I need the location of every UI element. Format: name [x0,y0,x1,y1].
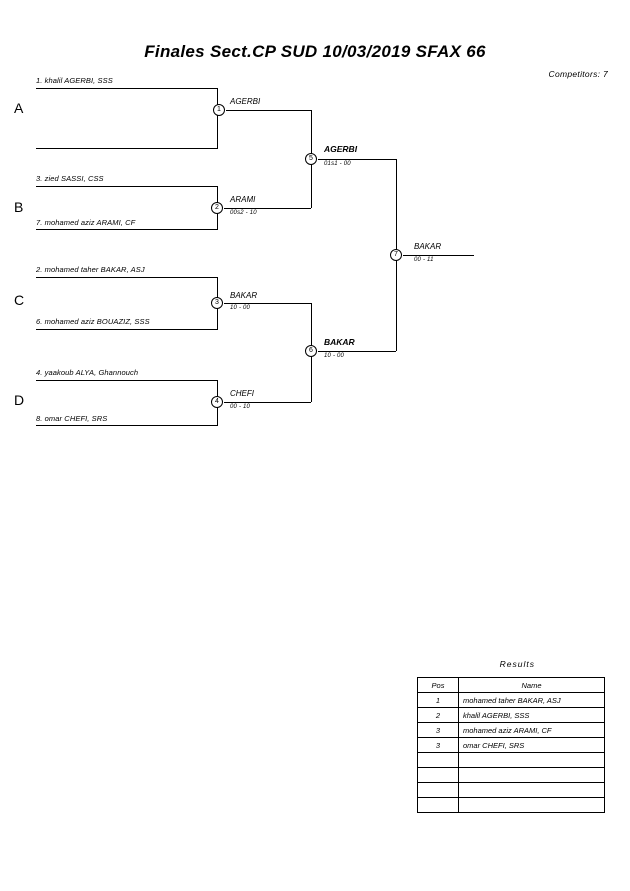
bracket-line [224,303,311,304]
bracket-line [36,186,217,187]
bracket-line [36,329,217,330]
result-name [459,768,605,783]
match-node-4: 4 [211,396,223,408]
group-label-a: A [14,100,24,116]
competitors-count: Competitors: 7 [548,69,608,79]
entry-label-7: 7. mohamed aziz ARAMI, CF [36,218,136,227]
table-header-row [418,678,605,693]
table-row [418,723,605,738]
bracket-line [36,380,217,381]
match-score-6: 10 - 00 [324,353,345,359]
match-node-7: 7 [390,249,402,261]
column-header-name: Name [459,678,605,693]
table-row [418,753,605,768]
bracket-line [224,402,311,403]
bracket-line [36,229,217,230]
bracket-line [36,277,217,278]
group-label-d: D [14,392,25,408]
match-node-3: 3 [211,297,223,309]
result-pos [418,798,459,813]
result-pos [418,753,459,768]
bracket-line [224,208,311,209]
table-row [418,798,605,813]
match-score-4: 00 - 10 [230,404,251,410]
result-pos: 3 [418,738,459,753]
bracket-line [36,148,217,149]
table-row [418,693,605,708]
entry-label-6: 6. mohamed aziz BOUAZIZ, SSS [36,317,150,326]
result-name: mohamed taher BAKAR, ASJ [459,693,605,708]
match-winner-4: CHEFI [230,389,254,398]
match-winner-7: BAKAR [414,242,442,251]
match-node-5: 5 [305,153,317,165]
result-name [459,798,605,813]
match-score-5: 01s1 - 00 [324,161,351,167]
bracket-line [36,88,217,89]
column-header-pos: Pos [418,678,459,693]
match-node-6: 6 [305,345,317,357]
results-table [417,677,605,813]
match-winner-5: AGERBI [324,144,358,154]
bracket-line [403,255,474,256]
result-name [459,783,605,798]
result-name: mohamed aziz ARAMI, CF [459,723,605,738]
entry-label-2: 2. mohamed taher BAKAR, ASJ [36,265,145,274]
table-row [418,768,605,783]
table-row [418,783,605,798]
match-score-3: 10 - 00 [230,305,251,311]
entry-label-3: 3. zied SASSI, CSS [36,174,104,183]
entry-label-1: 1. khalil AGERBI, SSS [36,76,113,85]
result-pos: 3 [418,723,459,738]
result-name [459,753,605,768]
entry-label-8: 8. omar CHEFI, SRS [36,414,108,423]
match-node-1: 1 [213,104,225,116]
match-winner-6: BAKAR [324,337,355,347]
table-row [418,738,605,753]
entry-label-4: 4. yaakoub ALYA, Ghannouch [36,368,139,377]
bracket-line [318,351,396,352]
result-name: omar CHEFI, SRS [459,738,605,753]
bracket-line [226,110,311,111]
group-label-c: C [14,292,25,308]
results-title: Results [499,659,535,669]
match-winner-2: ARAMI [230,195,256,204]
table-row [418,708,605,723]
group-label-b: B [14,199,24,215]
bracket-line [318,159,396,160]
result-name: khalil AGERBI, SSS [459,708,605,723]
bracket-line [217,88,218,149]
bracket-line [36,425,217,426]
result-pos: 1 [418,693,459,708]
page-title: Finales Sect.CP SUD 10/03/2019 SFAX 66 [144,42,486,61]
match-node-2: 2 [211,202,223,214]
result-pos [418,783,459,798]
match-score-7: 00 - 11 [414,257,434,263]
result-pos [418,768,459,783]
match-score-2: 00s2 - 10 [230,210,257,216]
match-winner-1: AGERBI [230,97,261,106]
result-pos: 2 [418,708,459,723]
match-winner-3: BAKAR [230,291,258,300]
